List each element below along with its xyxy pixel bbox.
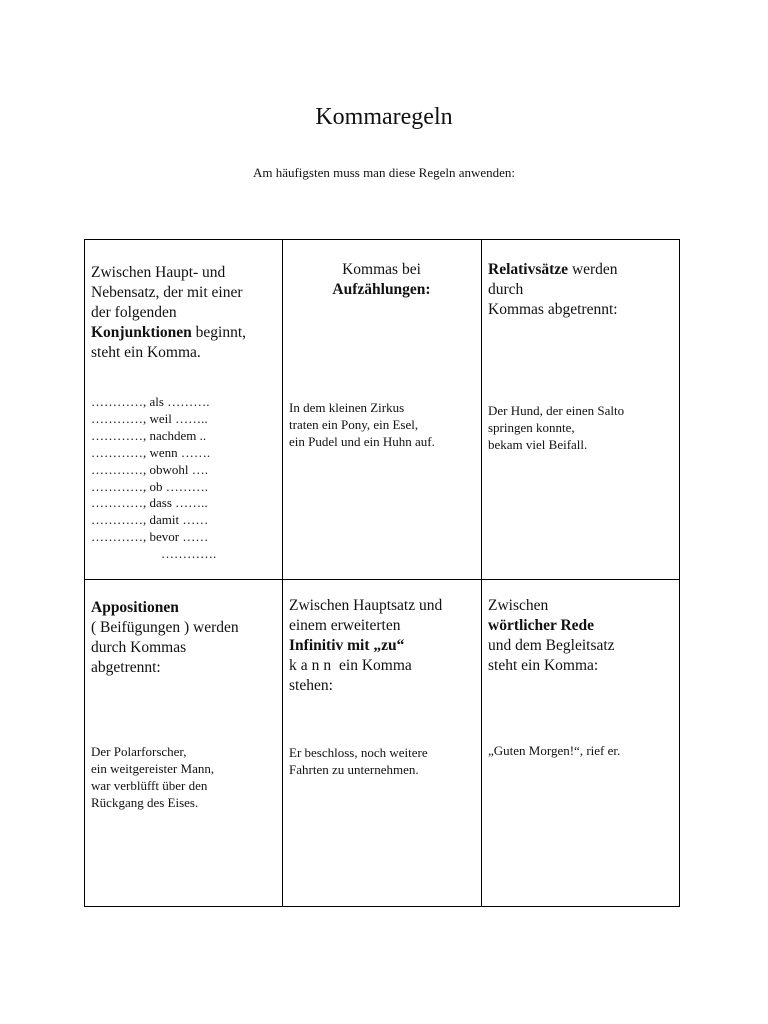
- conjunction-item: …………, weil ……..: [91, 410, 208, 426]
- heading-line: [289, 656, 442, 676]
- heading-line: der folgenden: [91, 304, 177, 321]
- example-line: ein Pudel und ein Huhn auf.: [289, 434, 435, 449]
- rule-keyword: Appositionen: [91, 599, 179, 616]
- rule-example: [91, 743, 214, 811]
- emphasis-text: kann: [289, 657, 336, 674]
- heading-line: stehen:: [289, 677, 333, 694]
- rule-heading: [91, 263, 246, 363]
- conjunction-list: [91, 394, 216, 563]
- rule-keyword: Relativsätze: [488, 261, 569, 278]
- example-line: traten ein Pony, ein Esel,: [289, 417, 419, 432]
- example-line: springen konnte,: [488, 420, 575, 435]
- conjunction-item: …………, obwohl ….: [91, 461, 208, 477]
- rule-keyword: wörtlicher Rede: [488, 617, 595, 634]
- rule-example: [289, 744, 428, 778]
- heading-line: Kommas abgetrennt:: [488, 301, 618, 318]
- rule-cell-konjunktionen: [85, 240, 282, 579]
- heading-line: Kommas bei: [342, 261, 421, 278]
- heading-line: durch Kommas: [91, 639, 187, 656]
- rule-cell-infinitiv: [282, 580, 481, 907]
- heading-line: Zwischen: [488, 597, 549, 614]
- conjunction-item: …………, dass ……..: [91, 495, 208, 511]
- conjunction-item: …………, ob ……….: [91, 478, 208, 494]
- heading-line: steht ein Komma.: [91, 344, 201, 361]
- page-title: Kommaregeln: [315, 104, 453, 130]
- rule-cell-relativsaetze: [481, 240, 679, 579]
- rule-cell-appositionen: [85, 580, 282, 907]
- heading-line: Zwischen Haupt- und: [91, 264, 226, 281]
- example-line: „Guten Morgen!“, rief er.: [488, 743, 621, 758]
- rule-example: [289, 399, 435, 450]
- heading-line: [488, 260, 618, 280]
- example-line: Er beschloss, noch weitere: [289, 745, 428, 760]
- conjunction-item: …………, wenn …….: [91, 444, 211, 460]
- heading-line: durch: [488, 281, 524, 298]
- page-subtitle: Am häufigsten muss man diese Regeln anwenden:: [252, 165, 516, 180]
- rule-heading: [488, 260, 618, 320]
- heading-text: ein Komma: [335, 657, 412, 674]
- rule-heading: [282, 260, 481, 300]
- heading-line: einem erweiterten: [289, 617, 401, 634]
- heading-line: [91, 323, 246, 343]
- conjunction-item: …………, bevor ……: [91, 529, 209, 545]
- heading-text: werden: [568, 261, 618, 278]
- example-line: Der Polarforscher,: [91, 744, 187, 759]
- example-line: ein weitgereister Mann,: [91, 761, 215, 776]
- conjunction-item: …………, als ……….: [91, 394, 210, 409]
- example-line: In dem kleinen Zirkus: [289, 400, 405, 415]
- heading-line: und dem Begleitsatz: [488, 637, 615, 654]
- rule-heading: [488, 596, 615, 676]
- rule-heading: [289, 596, 442, 696]
- example-line: Fahrten zu unternehmen.: [289, 762, 419, 777]
- rules-table: [84, 239, 680, 907]
- rule-keyword: Infinitiv mit „zu“: [289, 637, 405, 654]
- heading-text: beginnt,: [191, 324, 247, 341]
- conjunction-item: …………, nachdem ..: [91, 427, 207, 443]
- example-line: Rückgang des Eises.: [91, 795, 199, 810]
- rule-cell-aufzaehlungen: [282, 240, 481, 579]
- rule-example: [488, 402, 624, 453]
- rule-keyword: Aufzählungen:: [332, 281, 431, 298]
- rule-keyword: Konjunktionen: [91, 324, 192, 341]
- heading-line: abgetrennt:: [91, 659, 161, 676]
- conjunction-item: ………….: [161, 546, 217, 562]
- rule-heading: [91, 598, 239, 678]
- heading-line: steht ein Komma:: [488, 657, 599, 674]
- example-line: war verblüfft über den: [91, 778, 208, 793]
- rule-example: [488, 742, 620, 759]
- conjunction-item: …………, damit ……: [91, 512, 209, 528]
- heading-line: Zwischen Hauptsatz und: [289, 597, 443, 614]
- example-line: bekam viel Beifall.: [488, 437, 588, 452]
- heading-line: Nebensatz, der mit einer: [91, 284, 243, 301]
- rule-cell-woertliche-rede: [481, 580, 679, 907]
- example-line: Der Hund, der einen Salto: [488, 403, 625, 418]
- heading-line: ( Beifügungen ) werden: [91, 619, 239, 636]
